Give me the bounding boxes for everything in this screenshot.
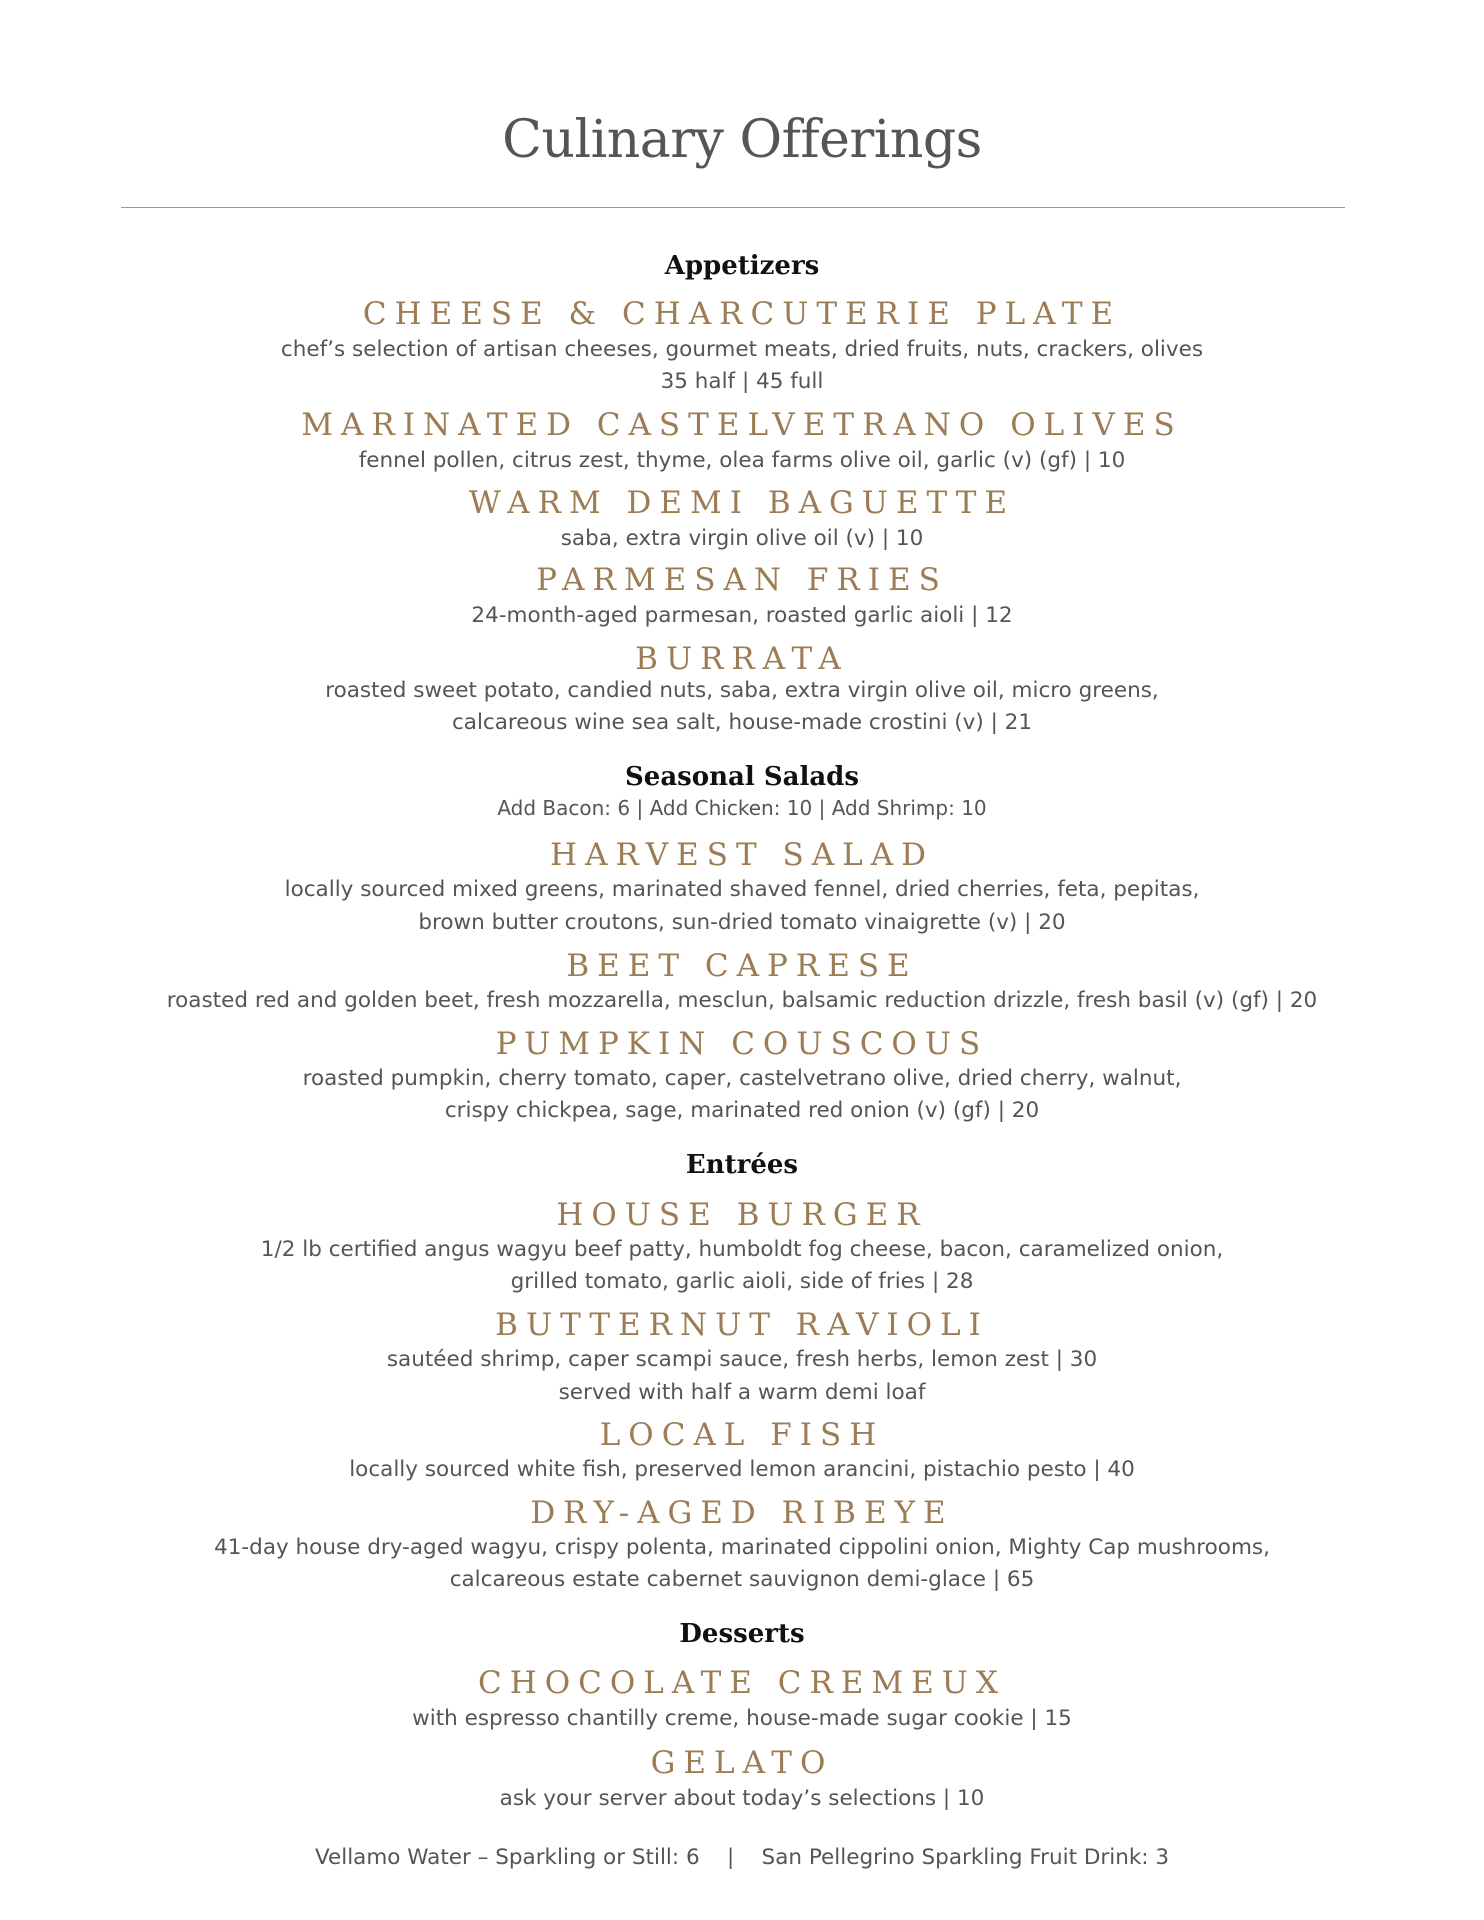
item-description: brown butter croutons, sun-dried tomato vinaigrette (v) | 20 xyxy=(418,910,1066,935)
section-heading-salads: Seasonal Salads xyxy=(625,762,859,792)
page-title: Culinary Offerings xyxy=(502,110,982,170)
item-name: GELATO xyxy=(650,1745,834,1781)
item-description: served with half a warm demi loaf xyxy=(558,1380,926,1405)
item-description: roasted sweet potato, candied nuts, saba, extra virgin olive oil, micro greens, xyxy=(325,678,1159,703)
item-name: LOCAL FISH xyxy=(599,1417,885,1453)
item-description: roasted red and golden beet, fresh mozzarella, mesclun, balsamic reduction drizzle, fresh basil (v) (gf) | 20 xyxy=(166,988,1318,1013)
item-description: grilled tomato, garlic aioli, side of fries | 28 xyxy=(510,1269,974,1294)
item-description: calcareous wine sea salt, house-made crostini (v) | 21 xyxy=(451,710,1033,735)
item-name: BURRATA xyxy=(635,641,849,677)
section-heading-desserts: Desserts xyxy=(679,1619,805,1649)
item-description: crispy chickpea, sage, marinated red onion (v) (gf) | 20 xyxy=(444,1098,1040,1123)
item-name: MARINATED CASTELVETRANO OLIVES xyxy=(301,407,1183,443)
item-name: PARMESAN FRIES xyxy=(536,562,948,598)
item-description: saba, extra virgin olive oil (v) | 10 xyxy=(560,526,924,551)
item-name: BEET CAPRESE xyxy=(566,948,918,984)
title-divider xyxy=(121,207,1345,208)
item-description: calcareous estate cabernet sauvignon demi-glace | 65 xyxy=(449,1567,1035,1592)
item-description: ask your server about today’s selections | 10 xyxy=(499,1786,985,1811)
salad-addons: Add Bacon: 6 | Add Chicken: 10 | Add Shrimp: 10 xyxy=(497,796,987,820)
item-description: 24-month-aged parmesan, roasted garlic aioli | 12 xyxy=(471,603,1013,628)
item-name: CHOCOLATE CREMEUX xyxy=(478,1665,1006,1701)
item-name: WARM DEMI BAGUETTE xyxy=(468,485,1016,521)
section-heading-appetizers: Appetizers xyxy=(664,251,820,281)
section-heading-entrees: Entrées xyxy=(685,1150,799,1180)
item-description: sautéed shrimp, caper scampi sauce, fresh herbs, lemon zest | 30 xyxy=(386,1347,1098,1372)
item-name: DRY-AGED RIBEYE xyxy=(530,1495,954,1531)
item-description: 1/2 lb certified angus wagyu beef patty, humboldt fog cheese, bacon, caramelized onion, xyxy=(260,1237,1224,1262)
item-description: locally sourced mixed greens, marinated shaved fennel, dried cherries, feta, pepitas, xyxy=(284,877,1200,902)
item-name: HARVEST SALAD xyxy=(550,837,934,873)
item-description: chef’s selection of artisan cheeses, gourmet meats, dried fruits, nuts, crackers, olives xyxy=(280,337,1204,362)
item-name: PUMPKIN COUSCOUS xyxy=(495,1026,989,1062)
item-name: CHEESE & CHARCUTERIE PLATE xyxy=(362,296,1122,332)
item-description: locally sourced white fish, preserved lemon arancini, pistachio pesto | 40 xyxy=(349,1457,1135,1482)
item-description: roasted pumpkin, cherry tomato, caper, castelvetrano olive, dried cherry, walnut, xyxy=(302,1066,1182,1091)
beverage-footer: Vellamo Water – Sparkling or Still: 6 | San Pellegrino Sparkling Fruit Drink: 3 xyxy=(314,1845,1170,1870)
item-description: fennel pollen, citrus zest, thyme, olea farms olive oil, garlic (v) (gf) | 10 xyxy=(358,448,1126,473)
item-name: BUTTERNUT RAVIOLI xyxy=(495,1307,989,1343)
item-description: 41-day house dry-aged wagyu, crispy polenta, marinated cippolini onion, Mighty Cap mushrooms, xyxy=(214,1535,1270,1560)
item-description: with espresso chantilly creme, house-made sugar cookie | 15 xyxy=(412,1706,1072,1731)
item-name: HOUSE BURGER xyxy=(556,1197,928,1233)
item-price: 35 half | 45 full xyxy=(660,369,824,394)
